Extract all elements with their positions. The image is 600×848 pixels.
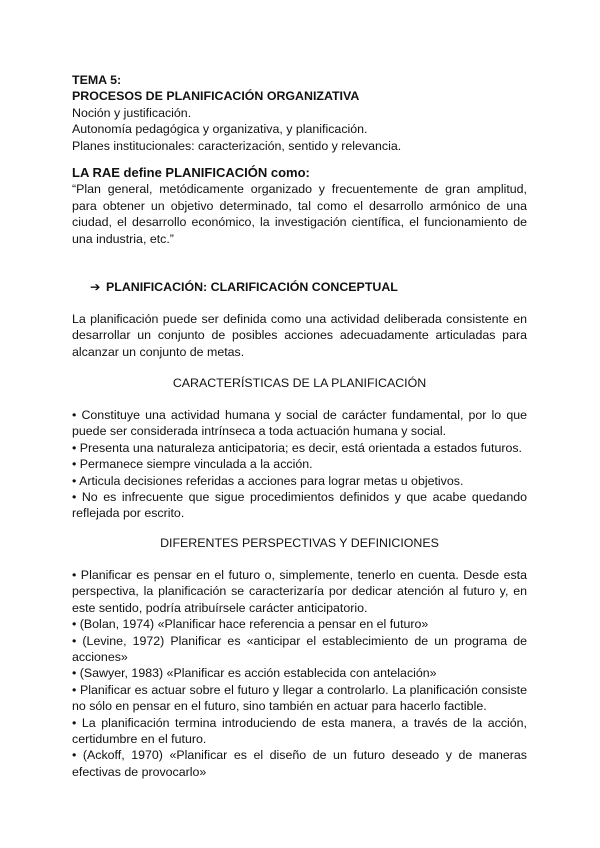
list-item: • (Levine, 1972) Planificar es «anticipar el establecimiento de un programa de acciones» bbox=[72, 633, 527, 665]
characteristics-list bbox=[72, 407, 527, 522]
list-item: • (Bolan, 1974) «Planificar hace referencia a pensar en el futuro» bbox=[72, 617, 429, 632]
list-item: • Planificar es pensar en el futuro o, simplemente, tenerlo en cuenta. Desde esta perspectiva, la planificación se caracterizaría por dedicar atención al futuro y, en este sentido, podría atribuírsele carácter anticipatorio. bbox=[72, 568, 527, 615]
arrow-right-icon: ➔ bbox=[90, 280, 101, 294]
perspectives-title: DIFERENTES PERSPECTIVAS Y DEFINICIONES bbox=[160, 536, 439, 550]
section-heading bbox=[90, 279, 527, 295]
rae-quote: “Plan general, metódicamente organizado y frecuentemente de gran amplitud, para obtener un objetivo determinado, tal como el desarrollo armónico de una ciudad, el desarrollo económico, la investigación científica, el funcionamiento de una industria, etc.” bbox=[72, 182, 527, 246]
intro-paragraph: La planificación puede ser definida como una actividad deliberada consistente en desarrollar un conjunto de posibles acciones adecuadamente articuladas para alcanzar un conjunto de metas. bbox=[72, 312, 527, 359]
topic-line: Noción y justificación. bbox=[72, 105, 192, 120]
list-item: • Constituye una actividad humana y social de carácter fundamental, por lo que puede ser considerada intrínseca a toda actuación humana y social. bbox=[72, 408, 527, 439]
list-item: • Permanece siempre vinculada a la acción. bbox=[72, 457, 313, 472]
perspectives-list bbox=[72, 567, 527, 780]
list-item: • Articula decisiones referidas a acciones para lograr metas u objetivos. bbox=[72, 473, 464, 488]
topic-line: Planes institucionales: caracterización, sentido y relevancia. bbox=[72, 138, 402, 153]
section-intro bbox=[72, 311, 527, 360]
topic-line: Autonomía pedagógica y organizativa, y planificación. bbox=[72, 122, 368, 137]
list-item: • (Ackoff, 1970) «Planificar es el diseño de un futuro deseado y de maneras efectivas de provocarlo» bbox=[72, 748, 527, 779]
list-item: • Planificar es actuar sobre el futuro y llegar a controlarlo. La planificación consiste no sólo en pensar en el futuro, sino también en actuar para hacerlo factible. bbox=[72, 682, 527, 714]
topic-header bbox=[72, 72, 527, 154]
characteristics-title: CARACTERÍSTICAS DE LA PLANIFICACIÓN bbox=[172, 376, 427, 390]
list-item: • (Sawyer, 1983) «Planificar es acción establecida con antelación» bbox=[72, 666, 437, 681]
list-item: • Presenta una naturaleza anticipatoria; es decir, está orientada a estados futuros. bbox=[72, 440, 522, 455]
rae-title: LA RAE define PLANIFICACIÓN como: bbox=[72, 165, 310, 180]
rae-definition bbox=[72, 165, 527, 247]
section-heading-text: PLANIFICACIÓN: CLARIFICACIÓN CONCEPTUAL bbox=[106, 280, 398, 294]
list-item: • No es infrecuente que sigue procedimientos definidos y que acabe quedando reflejada por escrito. bbox=[72, 490, 527, 521]
list-item: • La planificación termina introduciendo de esta manera, a través de la acción, certidumbre en el futuro. bbox=[72, 715, 527, 747]
topic-title: PROCESOS DE PLANIFICACIÓN ORGANIZATIVA bbox=[72, 89, 360, 104]
topic-number: TEMA 5: bbox=[72, 73, 122, 87]
